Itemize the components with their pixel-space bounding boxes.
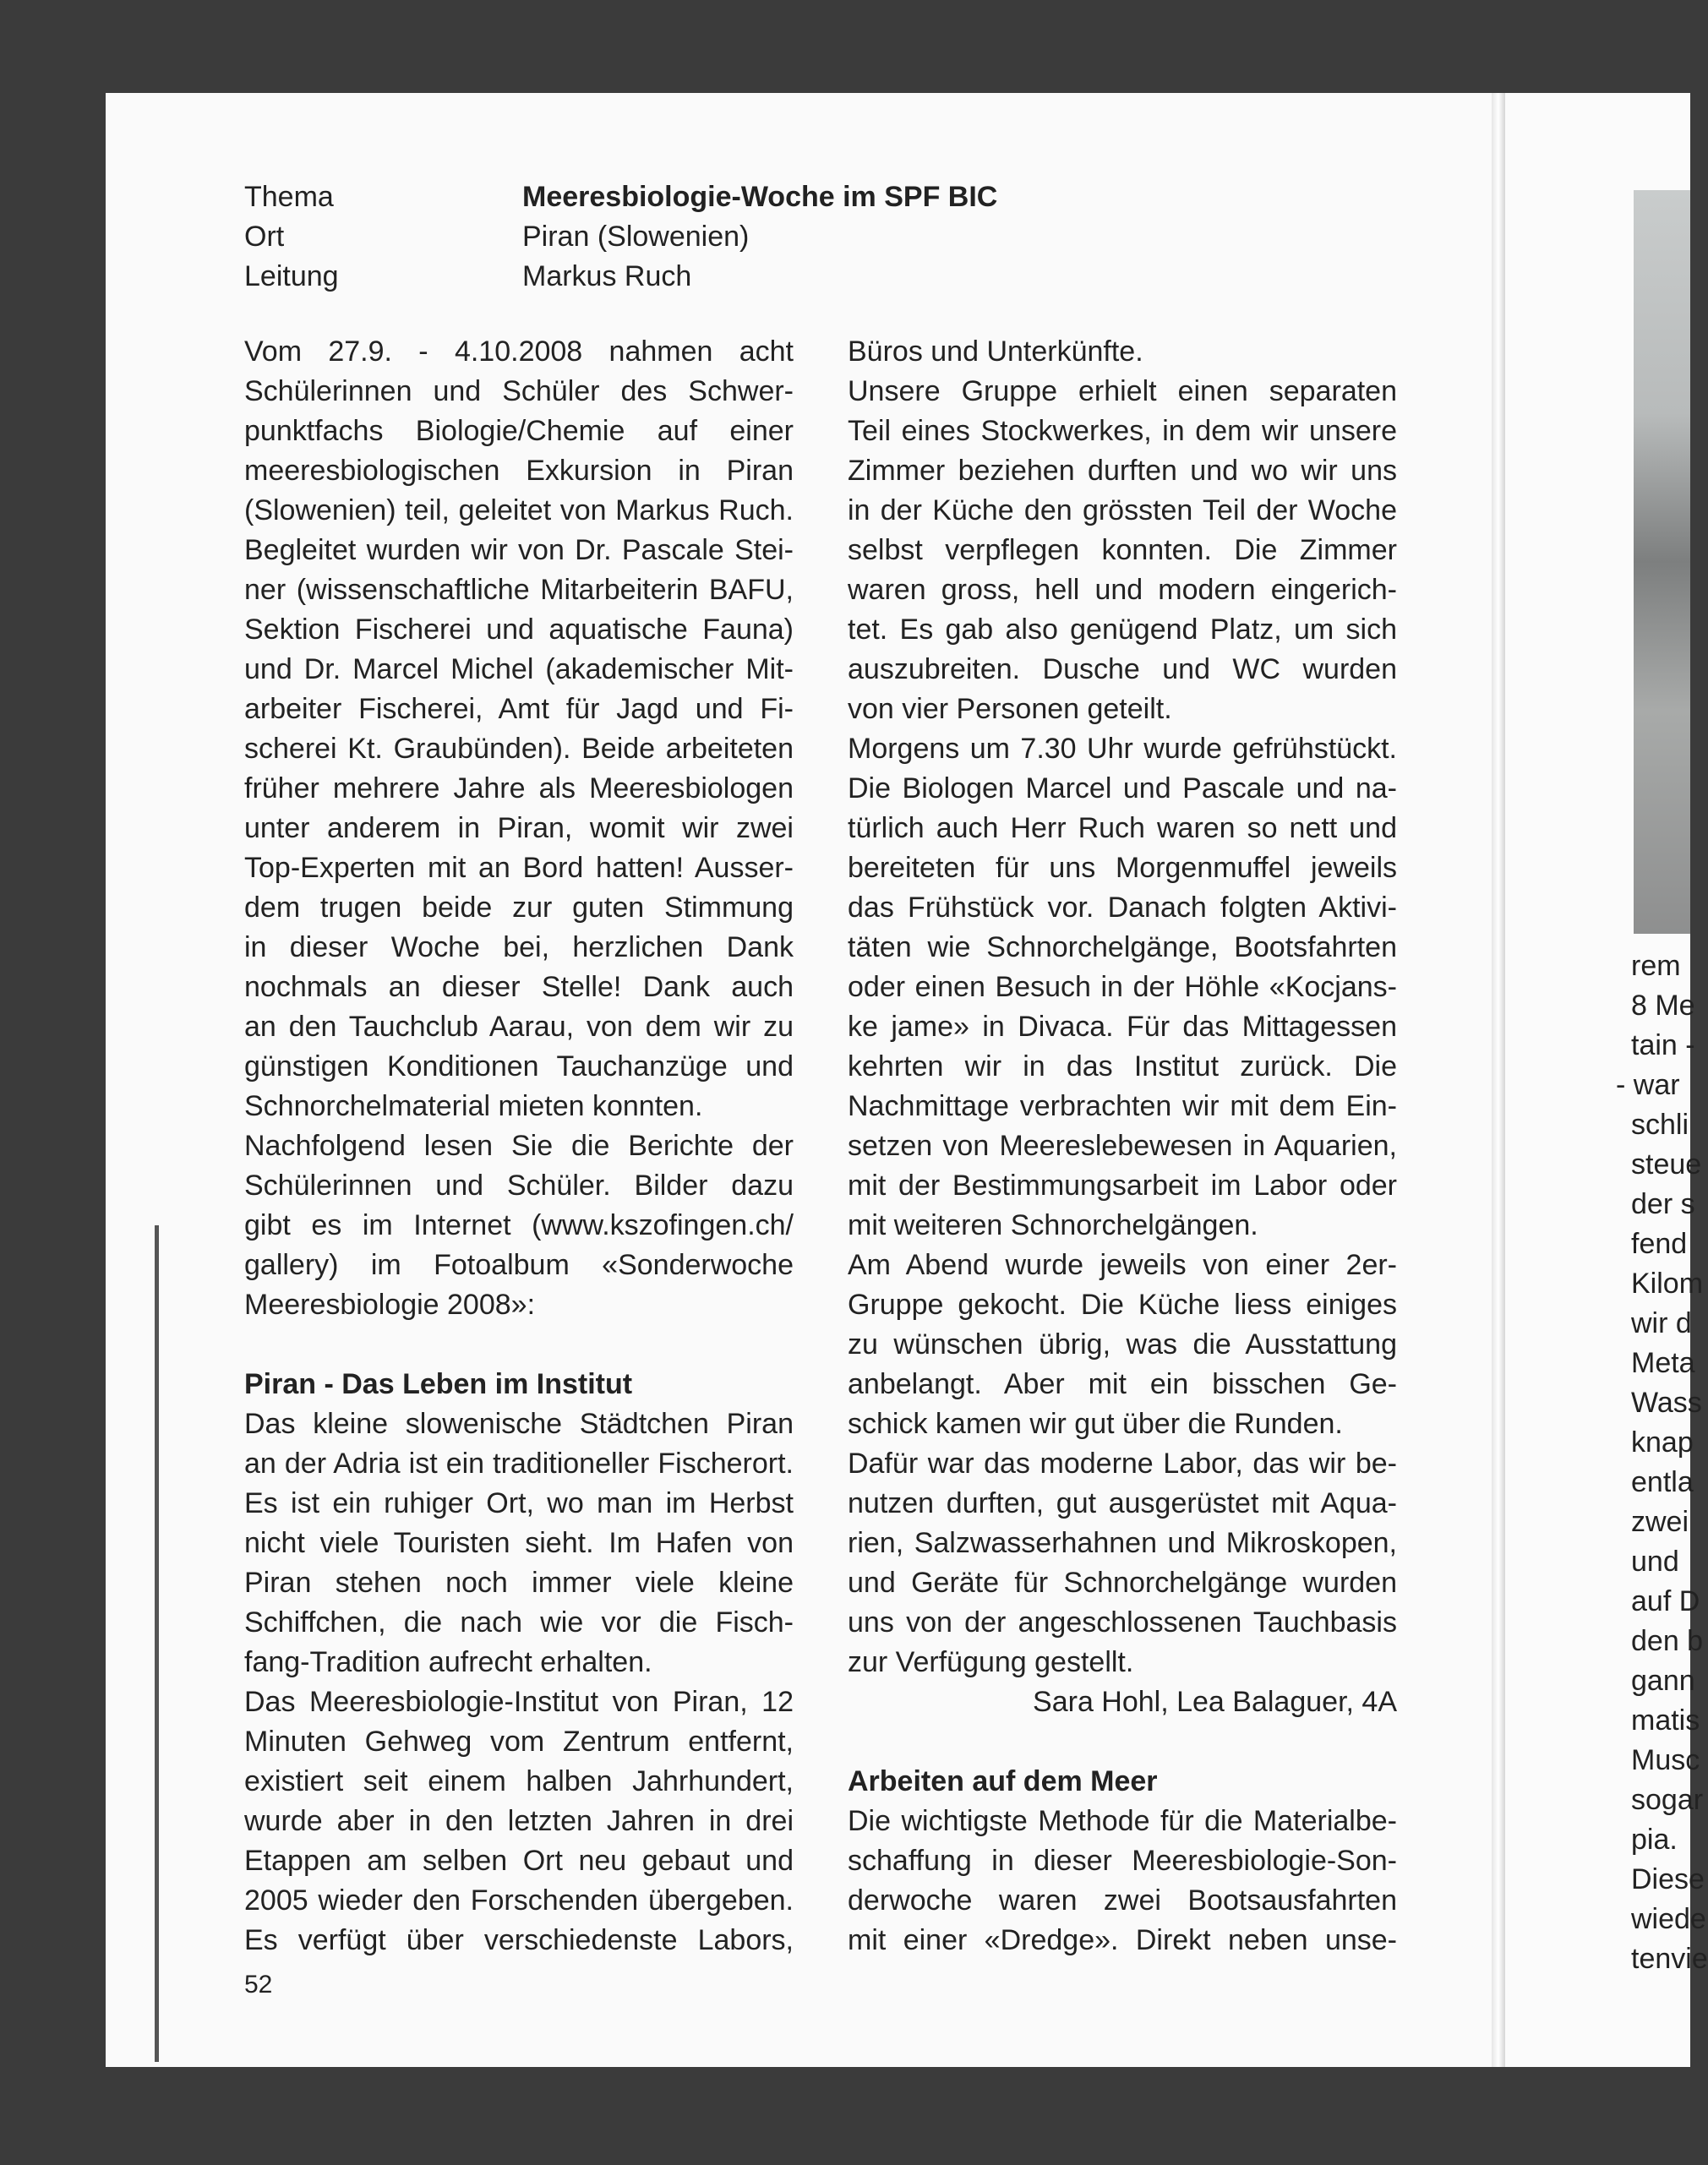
text-line: Schülerinnen und Schüler des Schwer- (244, 375, 794, 407)
book-gutter (1492, 93, 1505, 2067)
text-line (848, 1722, 1397, 1762)
text-line: Büros und Unterkünfte. (848, 335, 1143, 368)
meta-row-lead (244, 257, 997, 297)
text-line: Die Biologen Marcel und Pascale und na- (848, 772, 1397, 804)
text-line: und Geräte für Schnorchelgänge wurden (848, 1567, 1397, 1599)
meta-row-location (244, 217, 997, 257)
text-line: schaffung in dieser Meeresbiologie-Son- (848, 1845, 1397, 1877)
text-line: matis (1631, 1704, 1700, 1737)
author-signature: Sara Hohl, Lea Balaguer, 4A (1033, 1686, 1397, 1718)
text-line: tain - (1631, 1029, 1695, 1061)
text-line: oder einen Besuch in der Höhle «Kocjans- (848, 971, 1397, 1003)
text-line: bereiteten für uns Morgenmuffel jeweils (848, 852, 1397, 884)
text-line: setzen von Meereslebewesen in Aquarien, (848, 1130, 1397, 1162)
text-line: ner (wissenschaftliche Mitarbeiterin BAFU, (244, 574, 794, 606)
text-line: und (1631, 1546, 1679, 1578)
text-line: Nachmittage verbrachten wir mit dem Ein- (848, 1090, 1397, 1122)
page-edge-shadow (155, 1225, 159, 2062)
meta-label: Ort (244, 221, 285, 253)
text-line: Begleitet wurden wir von Dr. Pascale Stei- (244, 534, 794, 566)
text-line: Musc (1631, 1744, 1700, 1776)
text-line: gann (1631, 1665, 1695, 1697)
article-title: Meeresbiologie-Woche im SPF BIC (522, 181, 998, 213)
text-line: waren gross, hell und modern eingerich- (848, 574, 1397, 606)
meta-value: Markus Ruch (522, 260, 692, 292)
text-line: zu wünschen übrig, was die Ausstattung (848, 1328, 1397, 1361)
text-line: wiede (1631, 1903, 1706, 1935)
text-line: Meeresbiologie 2008»: (244, 1289, 536, 1321)
text-line: meeresbiologischen Exkursion in Piran (244, 455, 794, 487)
text-line: nicht viele Touristen sieht. Im Hafen von (244, 1527, 794, 1559)
text-line: Piran stehen noch immer viele kleine (244, 1567, 794, 1599)
text-line: Das Meeresbiologie-Institut von Piran, 12 (244, 1686, 794, 1718)
meta-label: Leitung (244, 260, 339, 292)
meta-value: Piran (Slowenien) (522, 221, 750, 253)
photo-partial (1634, 190, 1690, 934)
text-line: Meta (1631, 1347, 1695, 1379)
text-line: arbeiter Fischerei, Amt für Jagd und Fi- (244, 693, 794, 725)
text-line: von vier Personen geteilt. (848, 693, 1172, 725)
text-line: ke jame» in Divaca. Für das Mittagessen (848, 1011, 1397, 1043)
text-line: punktfachs Biologie/Chemie auf einer (244, 415, 794, 447)
text-line: früher mehrere Jahre als Meeresbiologen (244, 772, 794, 804)
text-line: sogar (1631, 1784, 1704, 1816)
text-line: auf D (1631, 1585, 1700, 1617)
text-line: Nachfolgend lesen Sie die Berichte der (244, 1130, 794, 1162)
text-line: Diese (1631, 1863, 1705, 1895)
text-line: Unsere Gruppe erhielt einen separaten (848, 375, 1397, 407)
text-line: uns von der angeschlossenen Tauchbasis (848, 1606, 1397, 1639)
text-line: Zimmer beziehen durften und wo wir uns (848, 455, 1397, 487)
text-line: der s (1631, 1188, 1695, 1220)
text-line: Dafür war das moderne Labor, das wir be- (848, 1448, 1397, 1480)
text-line: nutzen durften, gut ausgerüstet mit Aqua- (848, 1487, 1397, 1519)
text-line: fend (1631, 1228, 1688, 1260)
text-line: wir d (1631, 1307, 1692, 1339)
text-line: mit weiteren Schnorchelgängen. (848, 1209, 1258, 1241)
text-line: kehrten wir in das Institut zurück. Die (848, 1050, 1397, 1082)
text-line: knap (1631, 1426, 1694, 1459)
text-line: entla (1631, 1466, 1694, 1498)
text-line: scherei Kt. Graubünden). Beide arbeiteten (244, 733, 794, 765)
text-line: Schnorchelmaterial mieten konnten. (244, 1090, 703, 1122)
text-line: derwoche waren zwei Bootsausfahrten (848, 1884, 1397, 1917)
text-line: Minuten Gehweg vom Zentrum entfernt, (244, 1726, 794, 1758)
text-line: täten wie Schnorchelgänge, Bootsfahrten (848, 931, 1397, 963)
meta-label: Thema (244, 181, 334, 213)
text-line: Etappen am selben Ort neu gebaut und (244, 1845, 794, 1877)
text-line (244, 1325, 794, 1365)
text-line: mit der Bestimmungsarbeit im Labor oder (848, 1170, 1397, 1202)
text-line: schli (1631, 1109, 1689, 1141)
text-line: Morgens um 7.30 Uhr wurde gefrühstückt. (848, 733, 1397, 765)
section-heading: Piran - Das Leben im Institut (244, 1368, 633, 1400)
text-line: zwei (1631, 1506, 1689, 1538)
text-line: tet. Es gab also genügend Platz, um sich (848, 614, 1397, 646)
text-line: Vom 27.9. - 4.10.2008 nahmen acht (244, 335, 794, 368)
text-line: gibt es im Internet (www.kszofingen.ch/ (244, 1209, 794, 1241)
text-line: nochmals an dieser Stelle! Dank auch (244, 971, 794, 1003)
text-line: wurde aber in den letzten Jahren in drei (244, 1805, 794, 1837)
text-line: fang-Tradition aufrecht erhalten. (244, 1646, 652, 1678)
text-line: 2005 wieder den Forschenden übergeben. (244, 1884, 794, 1917)
text-line: (Slowenien) teil, geleitet von Markus Ruch. (244, 494, 794, 526)
text-line: an den Tauchclub Aarau, von dem wir zu (244, 1011, 794, 1043)
text-line: gallery) im Fotoalbum «Sonderwoche (244, 1249, 794, 1281)
text-line: unter anderem in Piran, womit wir zwei (244, 812, 794, 844)
text-line: Top-Experten mit an Bord hatten! Ausser- (244, 852, 794, 884)
text-line: Schülerinnen und Schüler. Bilder dazu (244, 1170, 794, 1202)
meta-row-topic (244, 177, 997, 217)
text-line: Teil eines Stockwerkes, in dem wir unsere (848, 415, 1397, 447)
text-column-left (244, 332, 794, 1960)
page-number: 52 (244, 1971, 273, 1999)
text-line: Es ist ein ruhiger Ort, wo man im Herbst (244, 1487, 794, 1519)
text-line: rem (1631, 950, 1681, 982)
text-line: existiert seit einem halben Jahrhundert, (244, 1765, 794, 1797)
text-line: Das kleine slowenische Städtchen Piran (244, 1408, 794, 1440)
next-page-text-fragments (1616, 946, 1708, 1979)
text-line: Gruppe gekocht. Die Küche liess einiges (848, 1289, 1397, 1321)
text-line: auszubreiten. Dusche und WC wurden (848, 653, 1397, 685)
text-line: und Dr. Marcel Michel (akademischer Mit- (244, 653, 794, 685)
text-line: Am Abend wurde jeweils von einer 2er- (848, 1249, 1397, 1281)
text-line: mit einer «Dredge». Direkt neben unse- (848, 1924, 1397, 1956)
article-meta (244, 177, 997, 297)
text-line: 8 Me (1631, 990, 1695, 1022)
text-line: Wass (1631, 1387, 1702, 1419)
text-line: Die wichtigste Methode für die Materialbe- (848, 1805, 1397, 1837)
text-line: tenvie (1631, 1943, 1708, 1975)
text-line: rien, Salzwasserhahnen und Mikroskopen, (848, 1527, 1397, 1559)
text-line: pia. (1631, 1824, 1678, 1856)
text-line: zur Verfügung gestellt. (848, 1646, 1134, 1678)
text-line: an der Adria ist ein traditioneller Fischerort. (244, 1448, 794, 1480)
text-line: schick kamen wir gut über die Runden. (848, 1408, 1343, 1440)
text-line: Schiffchen, die nach wie vor die Fisch- (244, 1606, 794, 1639)
text-line: Sektion Fischerei und aquatische Fauna) (244, 614, 794, 646)
text-line: Es verfügt über verschiedenste Labors, (244, 1924, 794, 1956)
text-line: das Frühstück vor. Danach folgten Aktivi- (848, 892, 1397, 924)
text-line: günstigen Konditionen Tauchanzüge und (244, 1050, 794, 1082)
text-line: den b (1631, 1625, 1704, 1657)
text-line: steue (1631, 1148, 1702, 1181)
text-line: in der Küche den grössten Teil der Woche (848, 494, 1397, 526)
text-line: anbelangt. Aber mit ein bisschen Ge- (848, 1368, 1397, 1400)
text-line: selbst verpflegen konnten. Die Zimmer (848, 534, 1397, 566)
section-heading: Arbeiten auf dem Meer (848, 1765, 1158, 1797)
text-line: - war (1616, 1069, 1680, 1101)
text-line: Kilom (1631, 1268, 1704, 1300)
text-line: in dieser Woche bei, herzlichen Dank (244, 931, 794, 963)
text-column-right (848, 332, 1397, 1960)
text-line: türlich auch Herr Ruch waren so nett und (848, 812, 1397, 844)
text-line: dem trugen beide zur guten Stimmung (244, 892, 794, 924)
